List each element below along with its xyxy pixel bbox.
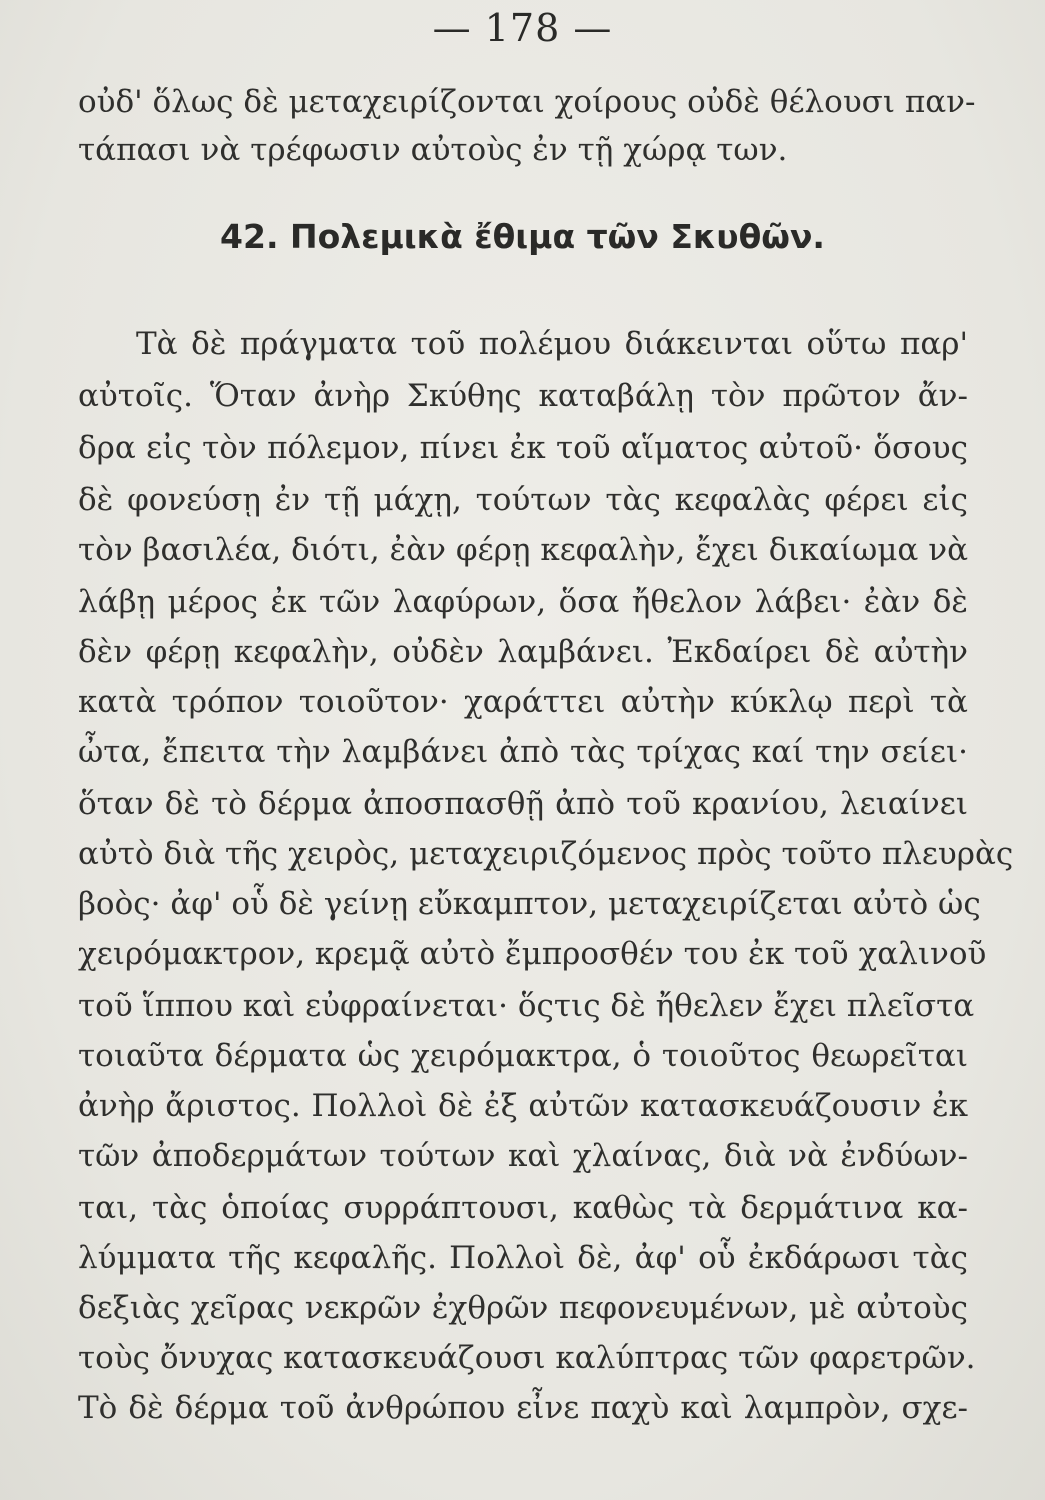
- text-line: τοιαῦτα δέρματα ὡς χειρόμακτρα, ὁ τοιοῦτος θεωρεῖται: [78, 1038, 968, 1074]
- page-number: — 178 —: [432, 6, 613, 50]
- text-line: λύμματα τῆς κεφαλῆς. Πολλοὶ δὲ, ἀφ' οὗ ἐκδάρωσι τὰς: [78, 1240, 968, 1276]
- text-line: Τὰ δὲ πράγματα τοῦ πολέμου διάκεινται οὕτω παρ': [136, 326, 968, 362]
- text-line: βοὸς· ἀφ' οὗ δὲ γείνῃ εὔκαμπτον, μεταχειρίζεται αὐτὸ ὡς: [78, 886, 981, 922]
- text-line: τοὺς ὄνυχας κατασκευάζουσι καλύπτρας τῶν φαρετρῶν.: [78, 1340, 976, 1376]
- text-line: τοῦ ἵππου καὶ εὐφραίνεται· ὅςτις δὲ ἤθελεν ἔχει πλεῖστα: [78, 988, 975, 1024]
- text-line: τάπασι νὰ τρέφωσιν αὐτοὺς ἐν τῇ χώρᾳ των.: [78, 132, 788, 168]
- text-line: δὲν φέρῃ κεφαλὴν, οὐδὲν λαμβάνει. Ἐκδαίρει δὲ αὐτὴν: [78, 634, 968, 670]
- text-line: δεξιὰς χεῖρας νεκρῶν ἐχθρῶν πεφονευμένων, μὲ αὐτοὺς: [78, 1290, 968, 1326]
- text-line: ὅταν δὲ τὸ δέρμα ἀποσπασθῇ ἀπὸ τοῦ κρανίου, λειαίνει: [78, 786, 968, 822]
- text-line: Τὸ δὲ δέρμα τοῦ ἀνθρώπου εἶνε παχὺ καὶ λαμπρὸν, σχε-: [78, 1390, 968, 1426]
- text-line: κατὰ τρόπον τοιοῦτον· χαράττει αὐτὴν κύκλῳ περὶ τὰ: [78, 684, 968, 720]
- section-heading: 42. Πολεμικὰ ἔθιμα τῶν Σκυθῶν.: [220, 217, 825, 256]
- text-line: χειρόμακτρον, κρεμᾷ αὐτὸ ἔμπροσθέν του ἐκ τοῦ χαλινοῦ: [78, 936, 987, 972]
- text-line: τῶν ἀποδερμάτων τούτων καὶ χλαίνας, διὰ νὰ ἐνδύων-: [78, 1138, 968, 1174]
- text-line: αὐτὸ διὰ τῆς χειρὸς, μεταχειριζόμενος πρὸς τοῦτο πλευρὰς: [78, 836, 1014, 872]
- text-line: ὦτα, ἔπειτα τὴν λαμβάνει ἀπὸ τὰς τρίχας καί την σείει·: [78, 734, 968, 770]
- text-line: ται, τὰς ὁποίας συρράπτουσι, καθὼς τὰ δερμάτινα κα-: [78, 1190, 968, 1226]
- text-line: δρα εἰς τὸν πόλεμον, πίνει ἐκ τοῦ αἵματος αὐτοῦ· ὅσους: [78, 430, 968, 466]
- text-line: δὲ φονεύσῃ ἐν τῇ μάχῃ, τούτων τὰς κεφαλὰς φέρει εἰς: [78, 482, 968, 518]
- text-line: αὐτοῖς. Ὅταν ἀνὴρ Σκύθης καταβάλῃ τὸν πρῶτον ἄν-: [78, 378, 968, 414]
- text-line: ἀνὴρ ἄριστος. Πολλοὶ δὲ ἐξ αὐτῶν κατασκευάζουσιν ἐκ: [78, 1088, 968, 1124]
- text-line: οὐδ' ὅλως δὲ μεταχειρίζονται χοίρους οὐδὲ θέλουσι παν-: [78, 84, 976, 120]
- text-line: λάβῃ μέρος ἐκ τῶν λαφύρων, ὅσα ἤθελον λάβει· ἐὰν δὲ: [78, 584, 968, 620]
- text-line: τὸν βασιλέα, διότι, ἐὰν φέρῃ κεφαλὴν, ἔχει δικαίωμα νὰ: [78, 532, 968, 568]
